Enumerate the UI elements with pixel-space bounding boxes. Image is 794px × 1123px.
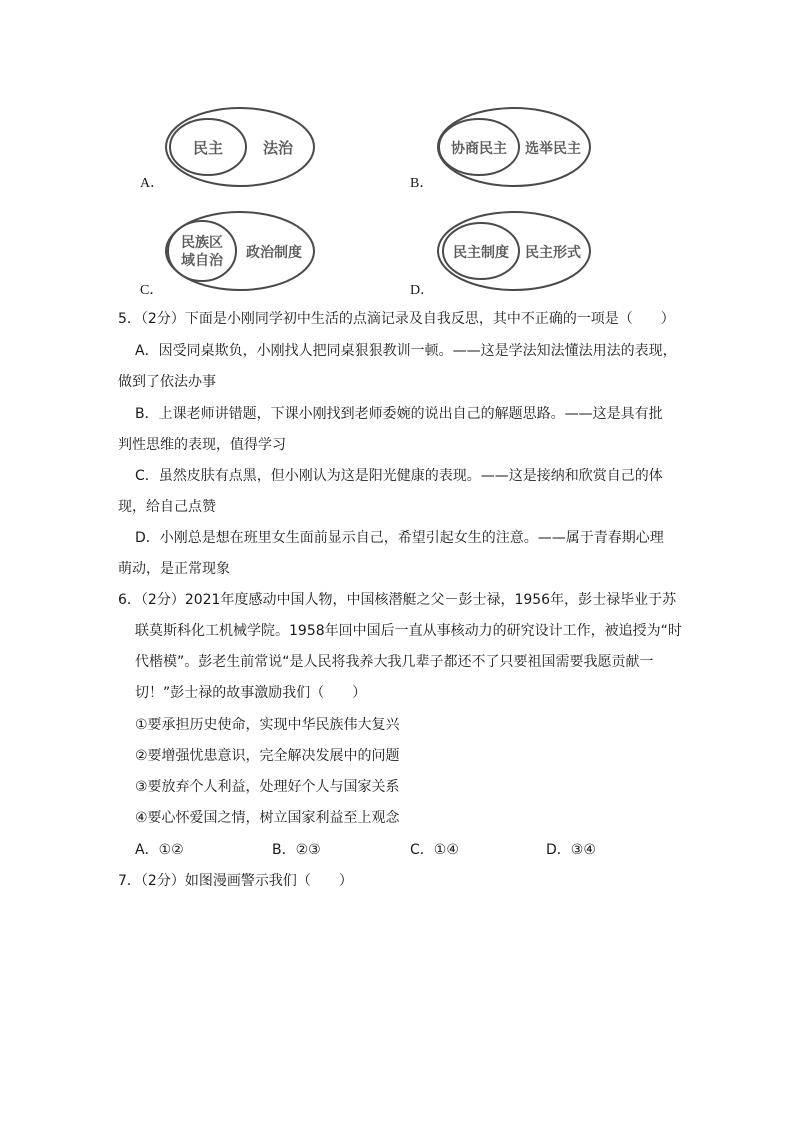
option-c-letter: C． (140, 283, 164, 298)
diagram-b (432, 103, 596, 191)
q5-option-d-line2: 萌动，是正常现象 (118, 561, 230, 577)
diagram-b-inner-label: 协商民主 (451, 141, 507, 157)
diagram-d-outer-label: 民主形式 (525, 245, 581, 261)
diagram-c-outer-label: 政治制度 (246, 245, 302, 261)
q6-option-a: A．①② (135, 842, 184, 858)
q6-statement-1: ①要承担历史使命，实现中华民族伟大复兴 (135, 717, 400, 733)
question-6-stem-line3: 代楷模”。彭老生前常说“是人民将我养大我几辈子都还不了只要祖国需要我愿贡献一 (135, 654, 654, 670)
q6-statement-4: ④要心怀爱国之情，树立国家利益至上观念 (135, 810, 400, 826)
question-5-stem: 5．（2分）下面是小刚同学初中生活的点滴记录及自我反思，其中不正确的一项是（ ） (118, 311, 675, 327)
diagram-c-inner-label-line2: 域自治 (181, 253, 223, 269)
q6-option-b: B．②③ (272, 842, 321, 858)
diagram-a-inner-label: 民主 (192, 139, 224, 157)
question-6-stem-line4: 切！”彭士禄的故事激励我们（ ） (135, 685, 367, 701)
diagram-b-outer-label: 选举民主 (525, 141, 581, 157)
q5-option-b-line2: 判性思维的表现，值得学习 (118, 437, 286, 453)
diagram-d (432, 207, 596, 295)
q5-option-d-line1: D．小刚总是想在班里女生面前显示自己，希望引起女生的注意。——属于青春期心理 (135, 530, 664, 546)
q5-option-c-line1: C．虽然皮肤有点黑，但小刚认为这是阳光健康的表现。——这是接纳和欣赏自己的体 (135, 468, 663, 484)
diagram-a (160, 103, 320, 191)
q5-option-c-line2: 现，给自己点赞 (118, 499, 216, 515)
option-a-letter: A． (140, 176, 165, 191)
q5-option-b-line1: B．上课老师讲错题，下课小刚找到老师委婉的说出自己的解题思路。——这是具有批 (135, 406, 663, 422)
diagram-c (160, 207, 320, 295)
diagram-a-outer-label: 法治 (262, 139, 294, 157)
option-d-letter: D． (410, 283, 435, 298)
question-6-stem-line1: 6．（2分）2021年度感动中国人物，中国核潜艇之父－彭士禄，1956年，彭士禄毕业于苏 (118, 592, 677, 608)
q6-option-d: D．③④ (546, 842, 596, 858)
diagram-d-inner-label: 民主制度 (453, 245, 509, 261)
q6-option-c: C．①④ (410, 842, 459, 858)
q5-option-a-line1: A．因受同桌欺负，小刚找人把同桌狠狠教训一顿。——这是学法知法懂法用法的表现， (135, 343, 677, 359)
option-b-letter: B． (410, 176, 434, 191)
q5-option-a-line2: 做到了依法办事 (118, 374, 216, 390)
q6-statement-2: ②要增强忧患意识，完全解决发展中的问题 (135, 748, 400, 764)
question-7-stem: 7．（2分）如图漫画警示我们（ ） (118, 873, 353, 889)
question-6-stem-line2: 联莫斯科化工机械学院。1958年回中国后一直从事核动力的研究设计工作，被追授为“时 (135, 623, 682, 639)
diagram-c-inner-label-line1: 民族区 (181, 235, 223, 251)
q6-statement-3: ③要放弃个人利益，处理好个人与国家关系 (135, 779, 400, 795)
